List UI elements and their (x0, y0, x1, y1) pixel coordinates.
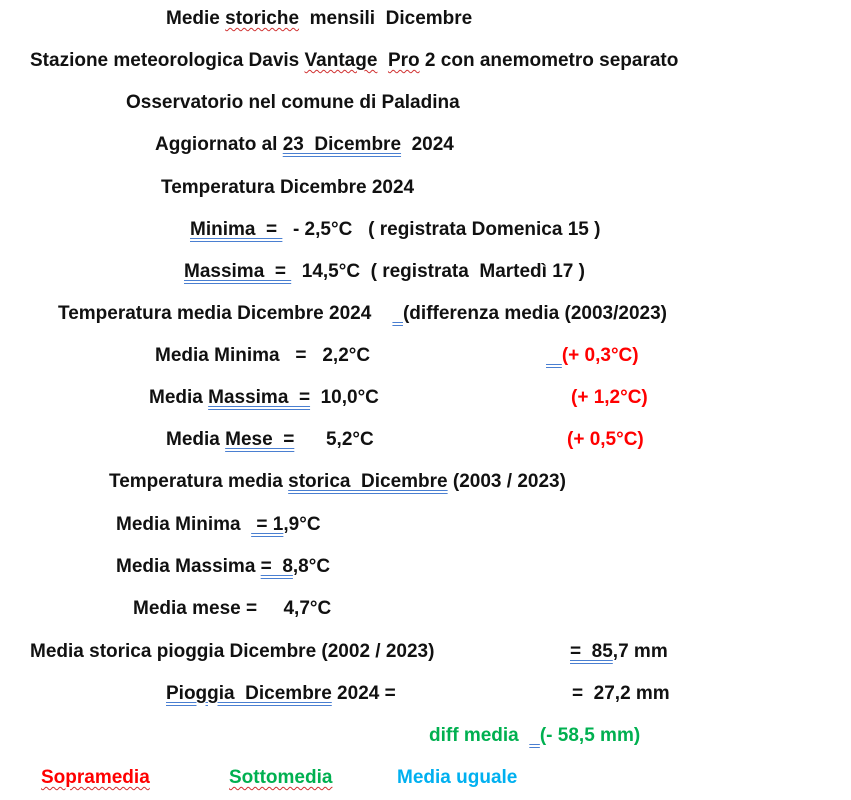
title-part: mensili Dicembre (299, 8, 473, 29)
station-line (30, 50, 678, 72)
avg-max-label-b: Massima = (208, 387, 311, 408)
historical-heading (109, 471, 566, 493)
rain-diff-label: diff media (429, 725, 530, 746)
page-title (166, 8, 472, 30)
legend-below (229, 767, 332, 789)
legend-above-text: Sopramedia (41, 767, 150, 788)
avg-min-diff: (+ 0,3°C) (561, 345, 639, 366)
historical-max-line (116, 556, 330, 578)
rain-diff-line (429, 725, 640, 747)
historical-month-line: Media mese = 4,7°C (133, 598, 332, 619)
historical-heading-b: storica Dicembre (288, 471, 448, 492)
legend-above (41, 767, 150, 789)
updated-part: 2024 (401, 134, 454, 155)
avg-month-diff: (+ 0,5°C) (567, 429, 644, 450)
temp-month-heading: Temperatura Dicembre 2024 (161, 177, 415, 198)
avg-month-line (166, 429, 374, 451)
avg-month-label-a: Media (166, 429, 226, 450)
legend-below-text: Sottomedia (229, 767, 333, 788)
avg-max-line (149, 387, 379, 409)
temp-max-line (184, 261, 585, 283)
avg-max-diff: (+ 1,2°C) (571, 387, 648, 408)
avg-min-line: Media Minima = 2,2°C (155, 345, 371, 366)
historical-min-c: ,9°C (283, 514, 321, 535)
station-part: Vantage (304, 50, 378, 71)
rain-hist-label: Media storica pioggia Dicembre (2002 / 2023) (30, 641, 435, 662)
rain-month-label: Pioggia Dicembre (166, 683, 332, 704)
updated-line (155, 134, 454, 156)
observatory-line: Osservatorio nel comune di Paladina (126, 92, 460, 113)
rain-month-line (166, 683, 396, 705)
station-part: Pro (387, 50, 420, 71)
temp-min-label: Minima = (190, 219, 283, 240)
legend-equal: Media uguale (397, 767, 518, 788)
avg-min-diff-line (546, 345, 639, 367)
temp-min-value: - 2,5°C ( registrata Domenica 15 ) (282, 219, 601, 240)
rain-diff-value: (- 58,5 mm) (539, 725, 641, 746)
temp-max-value: 14,5°C ( registrata Martedì 17 ) (291, 261, 585, 282)
avg-min-gap (546, 345, 562, 366)
historical-heading-a: Temperatura media (109, 471, 289, 492)
avg-max-label-a: Media (149, 387, 209, 408)
updated-date: 23 Dicembre (282, 134, 402, 155)
title-part: Medie (166, 8, 226, 29)
avg-diff-label: (differenza media (2003/2023) (402, 303, 667, 324)
rain-hist-eq: = 85 (570, 641, 613, 662)
avg-month-heading-text: Temperatura media Dicembre 2024 (58, 303, 393, 324)
avg-month-heading (58, 303, 667, 325)
avg-month-label-b: Mese = (225, 429, 295, 450)
historical-heading-c: (2003 / 2023) (447, 471, 566, 492)
historical-max-c: ,8°C (292, 556, 331, 577)
rain-month-suffix: 2024 = (331, 683, 396, 704)
avg-month-value: 5,2°C (294, 429, 374, 450)
rain-hist-value-line (570, 641, 668, 663)
temp-min-line (190, 219, 600, 241)
avg-diff-gap (392, 303, 403, 324)
historical-min-a: Media Minima (116, 514, 252, 535)
station-part: Stazione meteorologica Davis (30, 50, 305, 71)
station-part: 2 con anemometro separato (419, 50, 679, 71)
station-part (377, 50, 388, 71)
temp-max-label: Massima = (184, 261, 292, 282)
title-part: storiche (225, 8, 300, 29)
avg-max-value: 10,0°C (310, 387, 379, 408)
updated-part: Aggiornato al (155, 134, 283, 155)
rain-diff-gap (529, 725, 540, 746)
rain-hist-value: ,7 mm (612, 641, 668, 662)
historical-max-a: Media Massima (116, 556, 261, 577)
rain-month-value: = 27,2 mm (572, 683, 670, 704)
historical-min-line (116, 514, 321, 536)
historical-max-b: = 8 (260, 556, 293, 577)
historical-min-b: = 1 (251, 514, 284, 535)
